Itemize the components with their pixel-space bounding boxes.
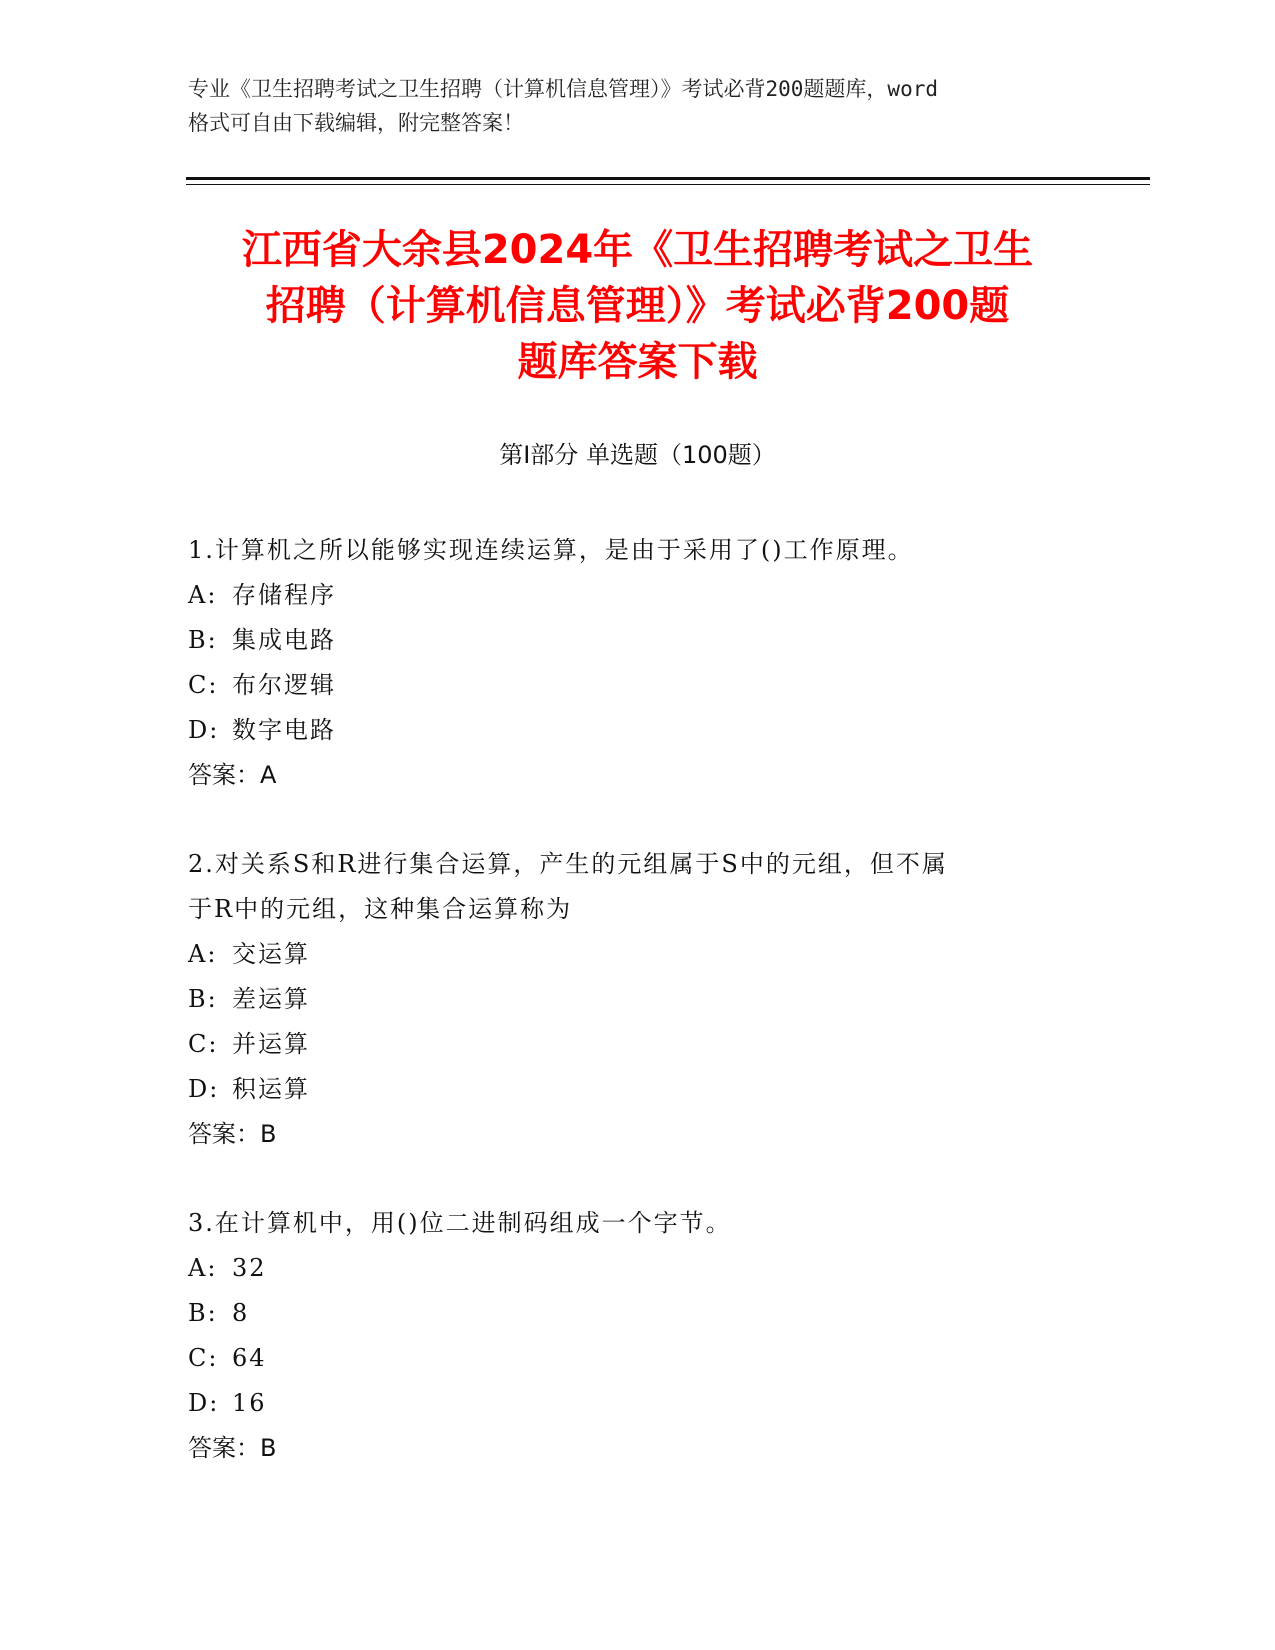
option-letter: C: [188, 671, 219, 699]
title-line-2: 招聘（计算机信息管理）》考试必背200题 [265, 283, 1010, 329]
title-line-3: 题库答案下载 [517, 339, 758, 385]
option-text: 32 [232, 1254, 267, 1282]
option-letter: A: [188, 940, 218, 968]
option-text: 16 [232, 1389, 267, 1417]
option-text: 集成电路 [232, 626, 336, 654]
option-a [188, 932, 1078, 977]
option-text: 差运算 [232, 985, 310, 1013]
option-d [188, 708, 1078, 753]
header-line-2: 格式可自由下载编辑，附完整答案！ [188, 111, 524, 135]
option-text: 布尔逻辑 [232, 671, 336, 699]
document-header [188, 72, 1088, 140]
question-stem: 1.计算机之所以能够实现连续运算，是由于采用了()工作原理。 [188, 536, 914, 564]
document-title [150, 222, 1125, 390]
option-d [188, 1067, 1078, 1112]
option-d [188, 1381, 1078, 1426]
option-text: 交运算 [232, 940, 310, 968]
option-letter: D: [188, 1389, 220, 1417]
option-letter: C: [188, 1030, 219, 1058]
question-1 [188, 528, 1078, 798]
option-text: 并运算 [232, 1030, 310, 1058]
question-3 [188, 1201, 1078, 1471]
option-letter: C: [188, 1344, 219, 1372]
question-2 [188, 842, 1078, 1157]
option-b [188, 618, 1078, 663]
option-letter: B: [188, 985, 218, 1013]
option-letter: A: [188, 581, 218, 609]
header-divider-thin [186, 184, 1150, 185]
title-line-1: 江西省大余县2024年《卫生招聘考试之卫生 [241, 227, 1034, 273]
option-letter: D: [188, 1075, 220, 1103]
option-c [188, 1022, 1078, 1067]
question-stem: 3.在计算机中，用()位二进制码组成一个字节。 [188, 1209, 732, 1237]
option-text: 64 [232, 1344, 267, 1372]
option-c [188, 1336, 1078, 1381]
option-letter: A: [188, 1254, 218, 1282]
option-a [188, 573, 1078, 618]
option-b [188, 977, 1078, 1022]
question-stem-line-2: 于R中的元组，这种集合运算称为 [188, 895, 573, 923]
section-title: 第Ⅰ部分 单选题（100题） [499, 441, 776, 469]
answer-line: 答案：B [188, 1434, 277, 1462]
option-text: 存储程序 [232, 581, 336, 609]
option-letter: D: [188, 716, 220, 744]
header-divider-thick [186, 177, 1150, 180]
option-text: 积运算 [232, 1075, 310, 1103]
option-text: 8 [232, 1299, 250, 1327]
option-c [188, 663, 1078, 708]
answer-line: 答案：B [188, 1120, 277, 1148]
option-letter: B: [188, 1299, 218, 1327]
question-stem-line-1: 2.对关系S和R进行集合运算，产生的元组属于S中的元组，但不属 [188, 850, 948, 878]
question-list [188, 528, 1078, 1515]
option-letter: B: [188, 626, 218, 654]
header-line-1: 专业《卫生招聘考试之卫生招聘（计算机信息管理）》考试必背200题题库，word [188, 77, 938, 101]
option-text: 数字电路 [232, 716, 336, 744]
option-a [188, 1246, 1078, 1291]
option-b [188, 1291, 1078, 1336]
answer-line: 答案：A [188, 761, 277, 789]
